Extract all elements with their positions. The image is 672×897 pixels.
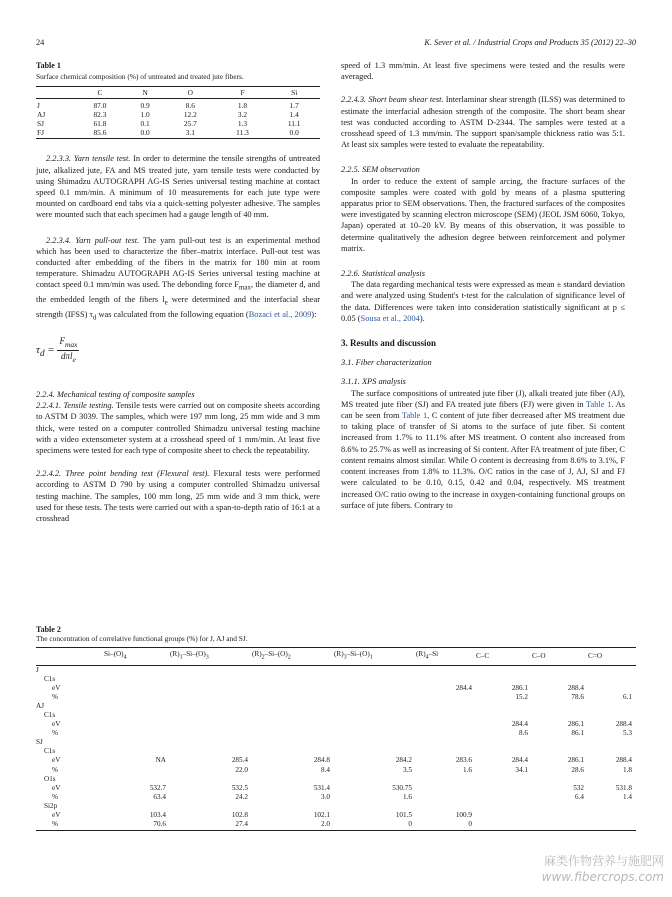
table2-cell [334,720,416,729]
table-row [36,675,636,684]
table2-cell [252,711,334,720]
table2-cell [334,729,416,738]
paragraph: Interlaminar shear strength (ILSS) was determined to estimate the interfacial adhesion strength of the composite. The short beam shear test was conducted according to ASTM D-2344. The samples were tested at a crosshead speed of 1.3 mm/min. The support span/sample thickness ratio was 5:1. At least six samples were tested to evaluate the repeatability. [341,95,625,150]
table2-cell [104,675,170,684]
table2-cell: 532.7 [149,783,166,792]
table2-cell: 532 [573,783,584,792]
table2-cell [416,665,476,675]
table2-cell: 532.5 [231,783,248,792]
table2-cell [588,775,636,784]
table2-cell: 63.4 [153,792,166,801]
table1-cell: 1.8 [237,101,248,111]
watermark-text: 麻类作物营养与施肥网 [543,854,664,868]
table2-cell [588,702,636,711]
table2-cell: 103.4 [149,811,166,820]
table2-cell [252,675,334,684]
table2-header-cell: C=O [588,648,636,666]
table2-cell [104,720,170,729]
table2-cell: % [52,792,58,801]
table2-cell [532,811,588,820]
table2-block [36,625,636,831]
table2-cell [334,775,416,784]
table1-cell: 0.9 [140,101,150,111]
table2-cell: 2.0 [252,820,334,831]
table2-cell [252,738,334,747]
table1-cell: 12.2 [183,110,197,120]
table2-cell: 0 [334,820,416,831]
table1-header-cell [36,87,74,99]
paragraph: In order to reduce the extent of sample arcing, the fracture surfaces of the composite samples were coated with gold by means of a plasma sputtering apparatus prior to SEM observations. Then, the fractured surfaces of the composites were investigated by scanning electron microscope (SEM) (JEOL JSM 6060, Tokyo, Japan) operated at 10–20 kV. By means of this observation, it was possible to determine qualitatively the adhesion degree between reinforcement and polymer matrix. [341,176,625,253]
table2-caption: The concentration of correlative functional groups (%) for J, AJ and SJ. [36,634,248,643]
table2-header-cell: C–C [476,648,532,666]
table2-cell [532,738,588,747]
table2-cell: O1s [44,774,56,783]
section-2-2-6 [341,268,625,324]
table2-cell [532,702,588,711]
section-heading: 2.2.4.2. Three point bending test (Flexural test). [36,469,210,479]
table2-cell [532,665,588,675]
table2-cell [252,729,334,738]
table1-cell: 0.0 [268,128,320,139]
subscript: e [164,298,168,307]
table2-cell: eV [52,783,61,792]
table2-cell [476,711,532,720]
table2-cell [334,747,416,756]
eq-sign: = [44,344,58,357]
table1-header-cell: N [126,87,164,99]
table-row [36,684,636,693]
table-row [36,110,320,119]
table2-cell [104,802,170,811]
table2-cell: 284.4 [455,683,472,692]
table2-cell: AJ [36,701,44,710]
table2-cell [170,684,252,693]
eq-lhs-sub: d [39,348,45,359]
section-heading: 2.2.4. Mechanical testing of composite samples [36,390,195,400]
paragraph: In order to determine the tensile strengths of untreated jute, alkalized jute, FA and MS treated jute, yarn tensile tests were conducted by using Shimadzu AUTOGRAPH AG-IS Series universal testing machine at contact speed 0.1 mm/min. A minimum of 10 measurements for each jute type were mounted on cardboard end tabs via a quick-setting polyester adhesive. The samples were mounted such that each specimen had a gauge length of 40 mm. [36,154,321,220]
table2-cell [104,766,170,775]
table2-cell: 284.2 [395,756,412,765]
eq-den-sub: e [72,354,76,364]
table2-cell: 284.4 [511,720,528,729]
table2-cell [334,738,416,747]
paragraph: was calculated from the following equation ( [96,310,249,320]
table2-cell [416,675,476,684]
table2-cell [252,702,334,711]
table2-cell: 28.6 [571,765,584,774]
watermark [542,853,664,885]
table2-cell: % [52,692,58,701]
eq-fraction [57,336,79,365]
table1-cell: 1.7 [289,101,299,111]
table2-cell: 34.1 [515,765,528,774]
table2-cell [104,775,170,784]
section-heading: 2.2.4.1. Tensile testing. [36,401,114,411]
table2-cell [170,747,252,756]
table2-cell [104,684,170,693]
table2-cell [476,738,532,747]
table1-cell: AJ [37,110,46,120]
table2-cell [476,702,532,711]
table2-cell: 285.4 [231,756,248,765]
table2-cell: 286.1 [567,756,584,765]
table2-cell [252,665,334,675]
table2-cell [588,711,636,720]
left-column [36,60,320,534]
section-heading-results: 3. Results and discussion [341,338,437,349]
table2-cell: 286.1 [567,720,584,729]
table-row [36,693,636,702]
table2-label: Table 2 [36,625,61,634]
table2-cell [476,747,532,756]
table2-cell: 1.6 [463,765,472,774]
page-number: 24 [36,38,45,47]
table2-cell: 288.4 [615,720,632,729]
table2-cell: 24.2 [235,792,248,801]
section-heading: 2.2.6. Statistical analysis [341,269,425,279]
table2-cell [334,702,416,711]
table2-cell: C1s [44,674,56,683]
table2-cell: 3.0 [321,792,330,801]
table2-cell [416,729,476,738]
section-2-2-4-1 [36,400,320,456]
table1-cell: 25.7 [183,119,197,129]
table2-cell: Si2p [44,801,58,810]
section-heading: 2.2.4.3. Short beam shear test. [341,95,444,105]
table-row [36,784,636,793]
paragraph: , C content of jute fiber decreased after MS treatment due to taking place of transfer of Si atoms to the surface of jute fiber. Si content increased from 1.7% to 11.1% after MS treatment. O content also increased from 8.6% to 25.7% as well as increasing of Si content. After FA treatment of jute fiber, C content remains almost similar. While O content is decreasing from 8.6% to 3.1%, F content increases from 1.8% to 11.3%. O/C ratios in the case of J, AJ, SJ and FJ were calculated to be 0.10, 0.15, 0.42 and 0.04, respectively. MS treatment increased O/C ratio owing to the increase in oxygen-containing functional groups on surface of jute fibers. Contrary to [341,411,625,510]
table1-cell: 1.4 [289,110,299,120]
section-2-2-3-4 [36,235,320,324]
table2-cell [476,793,532,802]
table-row [36,820,636,831]
table2-cell: eV [52,756,61,765]
paragraph: were determined and the interfacial shear strength (IFSS) τ [36,295,320,320]
table1-cell: J [37,101,40,111]
section-2-2-4 [36,389,320,400]
section-2-2-4-3 [341,94,625,150]
paragraph: ): [311,310,317,320]
table-row [36,738,636,747]
table2-cell: 86.1 [571,729,584,738]
table2-cell [170,729,252,738]
table2-cell: 3.5 [403,765,412,774]
table2-cell [476,775,532,784]
table2-cell [532,775,588,784]
table2-header-cell: $(R)_4-Si$ [416,648,476,666]
section-heading-fiber: 3.1. Fiber characterization [341,358,432,368]
table2-cell [252,775,334,784]
table-row [36,766,636,775]
table2-cell [334,711,416,720]
table1-cell: 3.1 [164,128,217,139]
table2-cell: 8.4 [321,765,330,774]
table2-cell [532,747,588,756]
table2-cell [416,747,476,756]
citation-link[interactable]: Sousa et al., 2004 [360,313,420,323]
table2-cell: 102.8 [231,811,248,820]
table-row [36,802,636,811]
equation [36,336,320,365]
table2-cell: C1s [44,711,56,719]
table2-header-cell: $(R)_3-Si-(O)_1$ [334,648,416,666]
table1-cell: SJ [37,119,44,129]
table2-cell: 288.4 [567,683,584,692]
table2-cell [170,665,252,675]
table2-cell [104,738,170,747]
table2-cell [476,802,532,811]
table1-caption: Surface chemical composition (%) of untreated and treated jute fibers. [36,72,244,82]
table-row [36,747,636,756]
table2-cell [532,802,588,811]
table2-cell: 102.1 [313,811,330,820]
eq-lhs: τ [36,344,40,357]
table-row [36,775,636,784]
table2-cell: 286.1 [511,683,528,692]
table2-cell [104,729,170,738]
table2-cell [170,720,252,729]
table-link[interactable]: Table 1 [401,411,428,421]
table2-cell: 100.9 [455,811,472,820]
section-heading: 3.1.1. XPS analysis [341,377,406,387]
table2-cell: 78.6 [571,692,584,701]
table1-label: Table 1 [36,61,61,70]
table2-cell [532,820,588,831]
eq-num-sub: max [64,339,78,349]
table2-cell [104,665,170,675]
table2-cell: 27.4 [170,820,252,831]
table2-cell: J [36,665,39,674]
table2-cell: SJ [36,738,43,747]
table2-cell [588,802,636,811]
table2-cell [104,711,170,720]
table2-cell: % [36,820,104,831]
table-row [36,729,636,738]
table2-cell [532,711,588,720]
table1-cell: FJ [36,128,74,139]
table2-cell: 5.3 [623,729,632,738]
table-row [36,711,636,720]
table-row [36,702,636,711]
table2-cell [476,784,532,793]
table2-cell [588,738,636,747]
table1-cell: 0.0 [126,128,164,139]
table-row [36,756,636,765]
table1-cell: 87.0 [93,101,107,111]
table2-cell: 6.4 [575,792,584,801]
table2-header-cell: $(R)_2-Si-(O)_2$ [252,648,334,666]
table2-cell [104,693,170,702]
table2-cell: 531.8 [615,783,632,792]
paragraph: , the diameter d, and the embedded length of the fibers l [36,280,320,305]
table2-cell [476,665,532,675]
table2-cell [416,802,476,811]
table2-cell [252,693,334,702]
table2-cell: 283.6 [455,756,472,765]
paragraph: The yarn pull-out test is an experimental method which has been used to characterize the fiber–matrix interface. Pull-out test was conducted after embedding of the fibers in the matrix for 180 min at room temperature. Shimadzu AUTOGRAPH AG-IS Series universal testing machine at contact speed 0.1 mm/min was used. The debonding force F [36,235,320,290]
table2-cell [334,684,416,693]
section-heading: 2.2.3.3. Yarn tensile test. [46,154,131,164]
table2-cell: 70.6 [104,820,170,831]
table2-cell: 284.4 [511,756,528,765]
table1-cell: 0.1 [140,119,150,129]
table2-cell: 288.4 [615,756,632,765]
table-row [36,793,636,802]
table2-cell [588,675,636,684]
table2-cell [252,802,334,811]
table2-cell [588,684,636,693]
table2-cell: % [52,729,58,738]
table2-cell [416,738,476,747]
table2-cell [334,675,416,684]
table1-cell: 61.8 [93,119,107,129]
table1-cell: 85.6 [74,128,127,139]
table2-cell [170,675,252,684]
table2-cell [170,693,252,702]
table2-cell: 1.6 [403,792,412,801]
table2-cell [588,747,636,756]
table2-cell: 531.4 [313,783,330,792]
table2-cell [476,811,532,820]
table2 [36,647,636,831]
table2-cell [170,802,252,811]
table2-cell [334,693,416,702]
table2-header-cell [36,648,104,666]
table2-cell: NA [155,756,166,765]
table2-cell [416,711,476,720]
table2-cell [170,775,252,784]
section-2-2-3-3 [36,153,320,220]
table2-cell [170,702,252,711]
subscript: max [238,284,251,293]
table1-cell: 11.3 [217,128,269,139]
table2-cell [252,720,334,729]
paragraph: Tensile tests were carried out on composite sheets according to ASTM D 3039. The samples, which were 197 mm long, 25 mm wide and 3 mm thick, were tested on a computer controlled Shimadzu universal testing machine with a video extensometer system at a crosshead speed of 1 mm/min. At least five specimens were tested for each type of composite sheet to check the repeatability. [36,401,320,456]
paragraph: Flexural tests were performed according to ASTM D 790 by using a computer controlled Shimadzu universal testing machine. The samples, 100 mm long, 25 mm wide and 3 mm thick, were used for these tests. The tests were carried out with a span-to-depth ratio of 16:1 at a crosshead [36,469,320,524]
watermark-url: www.fibercrops.com [541,870,664,884]
table2-cell [416,775,476,784]
table2-cell [104,747,170,756]
table2-header-cell: $Si-(O)_4$ [104,648,170,666]
table2-cell: eV [52,683,61,692]
table2-cell [416,720,476,729]
table2-cell [170,738,252,747]
table1 [36,86,320,139]
table1-cell: 11.1 [287,119,301,129]
citation-link[interactable]: Bozaci et al., 2009 [248,310,312,320]
table2-cell: eV [52,720,61,729]
page-header [36,38,636,52]
section-2-2-5 [341,164,625,254]
table2-header-cell: C–O [532,648,588,666]
table2-header-cell: $(R)_1-Si-(O)_3$ [170,648,252,666]
table2-cell [252,747,334,756]
table2-cell [416,693,476,702]
table2-cell [532,675,588,684]
right-column [341,60,625,521]
table2-cell: 284.8 [313,756,330,765]
table1-header-cell: F [217,87,269,99]
table2-cell: 0 [416,820,476,831]
table2-cell [476,675,532,684]
paragraph: speed of 1.3 mm/min. At least five specimens were tested and the results were averaged. [341,61,625,82]
subscript: d [92,313,97,322]
table2-cell [416,702,476,711]
table-row [36,99,320,111]
table1-header-cell: O [164,87,217,99]
table2-cell [334,665,416,675]
table2-cell [104,702,170,711]
table2-cell [252,684,334,693]
table2-cell: eV [52,811,61,820]
paragraph: The data regarding mechanical tests were expressed as mean ± standard deviation and were analyzed using Student's t-test for the calculation of significance level of the data. Differences were taken into consideration statistically significant at p ≤ 0.05 ( [341,280,625,323]
table2-cell [416,784,476,793]
table2-cell: 6.1 [623,692,632,701]
table2-cell: C1s [44,747,56,756]
table2-cell: 8.6 [519,729,528,738]
table2-cell: 530.75 [392,783,412,792]
section-heading: 2.2.5. SEM observation [341,165,420,175]
running-header: K. Sever et al. / Industrial Crops and Products 35 (2012) 22–30 [424,38,636,47]
table2-cell [588,665,636,675]
table2-cell: 15.2 [515,692,528,701]
continued-paragraph [341,60,625,82]
paragraph: ). [419,313,425,323]
eq-num: F [59,336,65,347]
section-heading: 2.2.3.4. Yarn pull-out test. [46,235,140,245]
table1-cell: 82.3 [93,110,107,120]
table2-cell [588,820,636,831]
table-row [36,128,320,139]
section-2-2-4-2 [36,468,320,524]
table1-cell: 1.0 [140,110,150,120]
table-link[interactable]: Table 1 [586,399,612,409]
table1-header-cell: Si [268,87,320,99]
table-row [36,665,636,675]
table2-cell [476,820,532,831]
table2-cell [334,802,416,811]
table1-cell: 3.2 [237,110,248,120]
table2-cell: 101.5 [395,811,412,820]
table1-cell: 8.6 [185,101,195,111]
table1-cell: 1.3 [237,119,248,129]
table2-cell: 22.0 [235,765,248,774]
table-row [36,119,320,128]
eq-den: dπl [61,351,73,362]
table2-cell: 1.8 [623,765,632,774]
table2-cell: 1.4 [623,792,632,801]
table-row [36,811,636,820]
paragraph: . As can be seen from [341,399,625,421]
paragraph: The surface compositions of untreated jute fiber (J), alkali treated jute fiber (AJ), MS treated jute fiber (SJ) and FA treated jute fibers (FJ) were given in [341,388,625,409]
table-row [36,720,636,729]
table2-cell [170,711,252,720]
section-3-1-1 [341,376,625,510]
table2-cell [416,793,476,802]
table2-cell: % [52,765,58,774]
table1-header-cell: C [74,87,127,99]
table2-cell [588,811,636,820]
